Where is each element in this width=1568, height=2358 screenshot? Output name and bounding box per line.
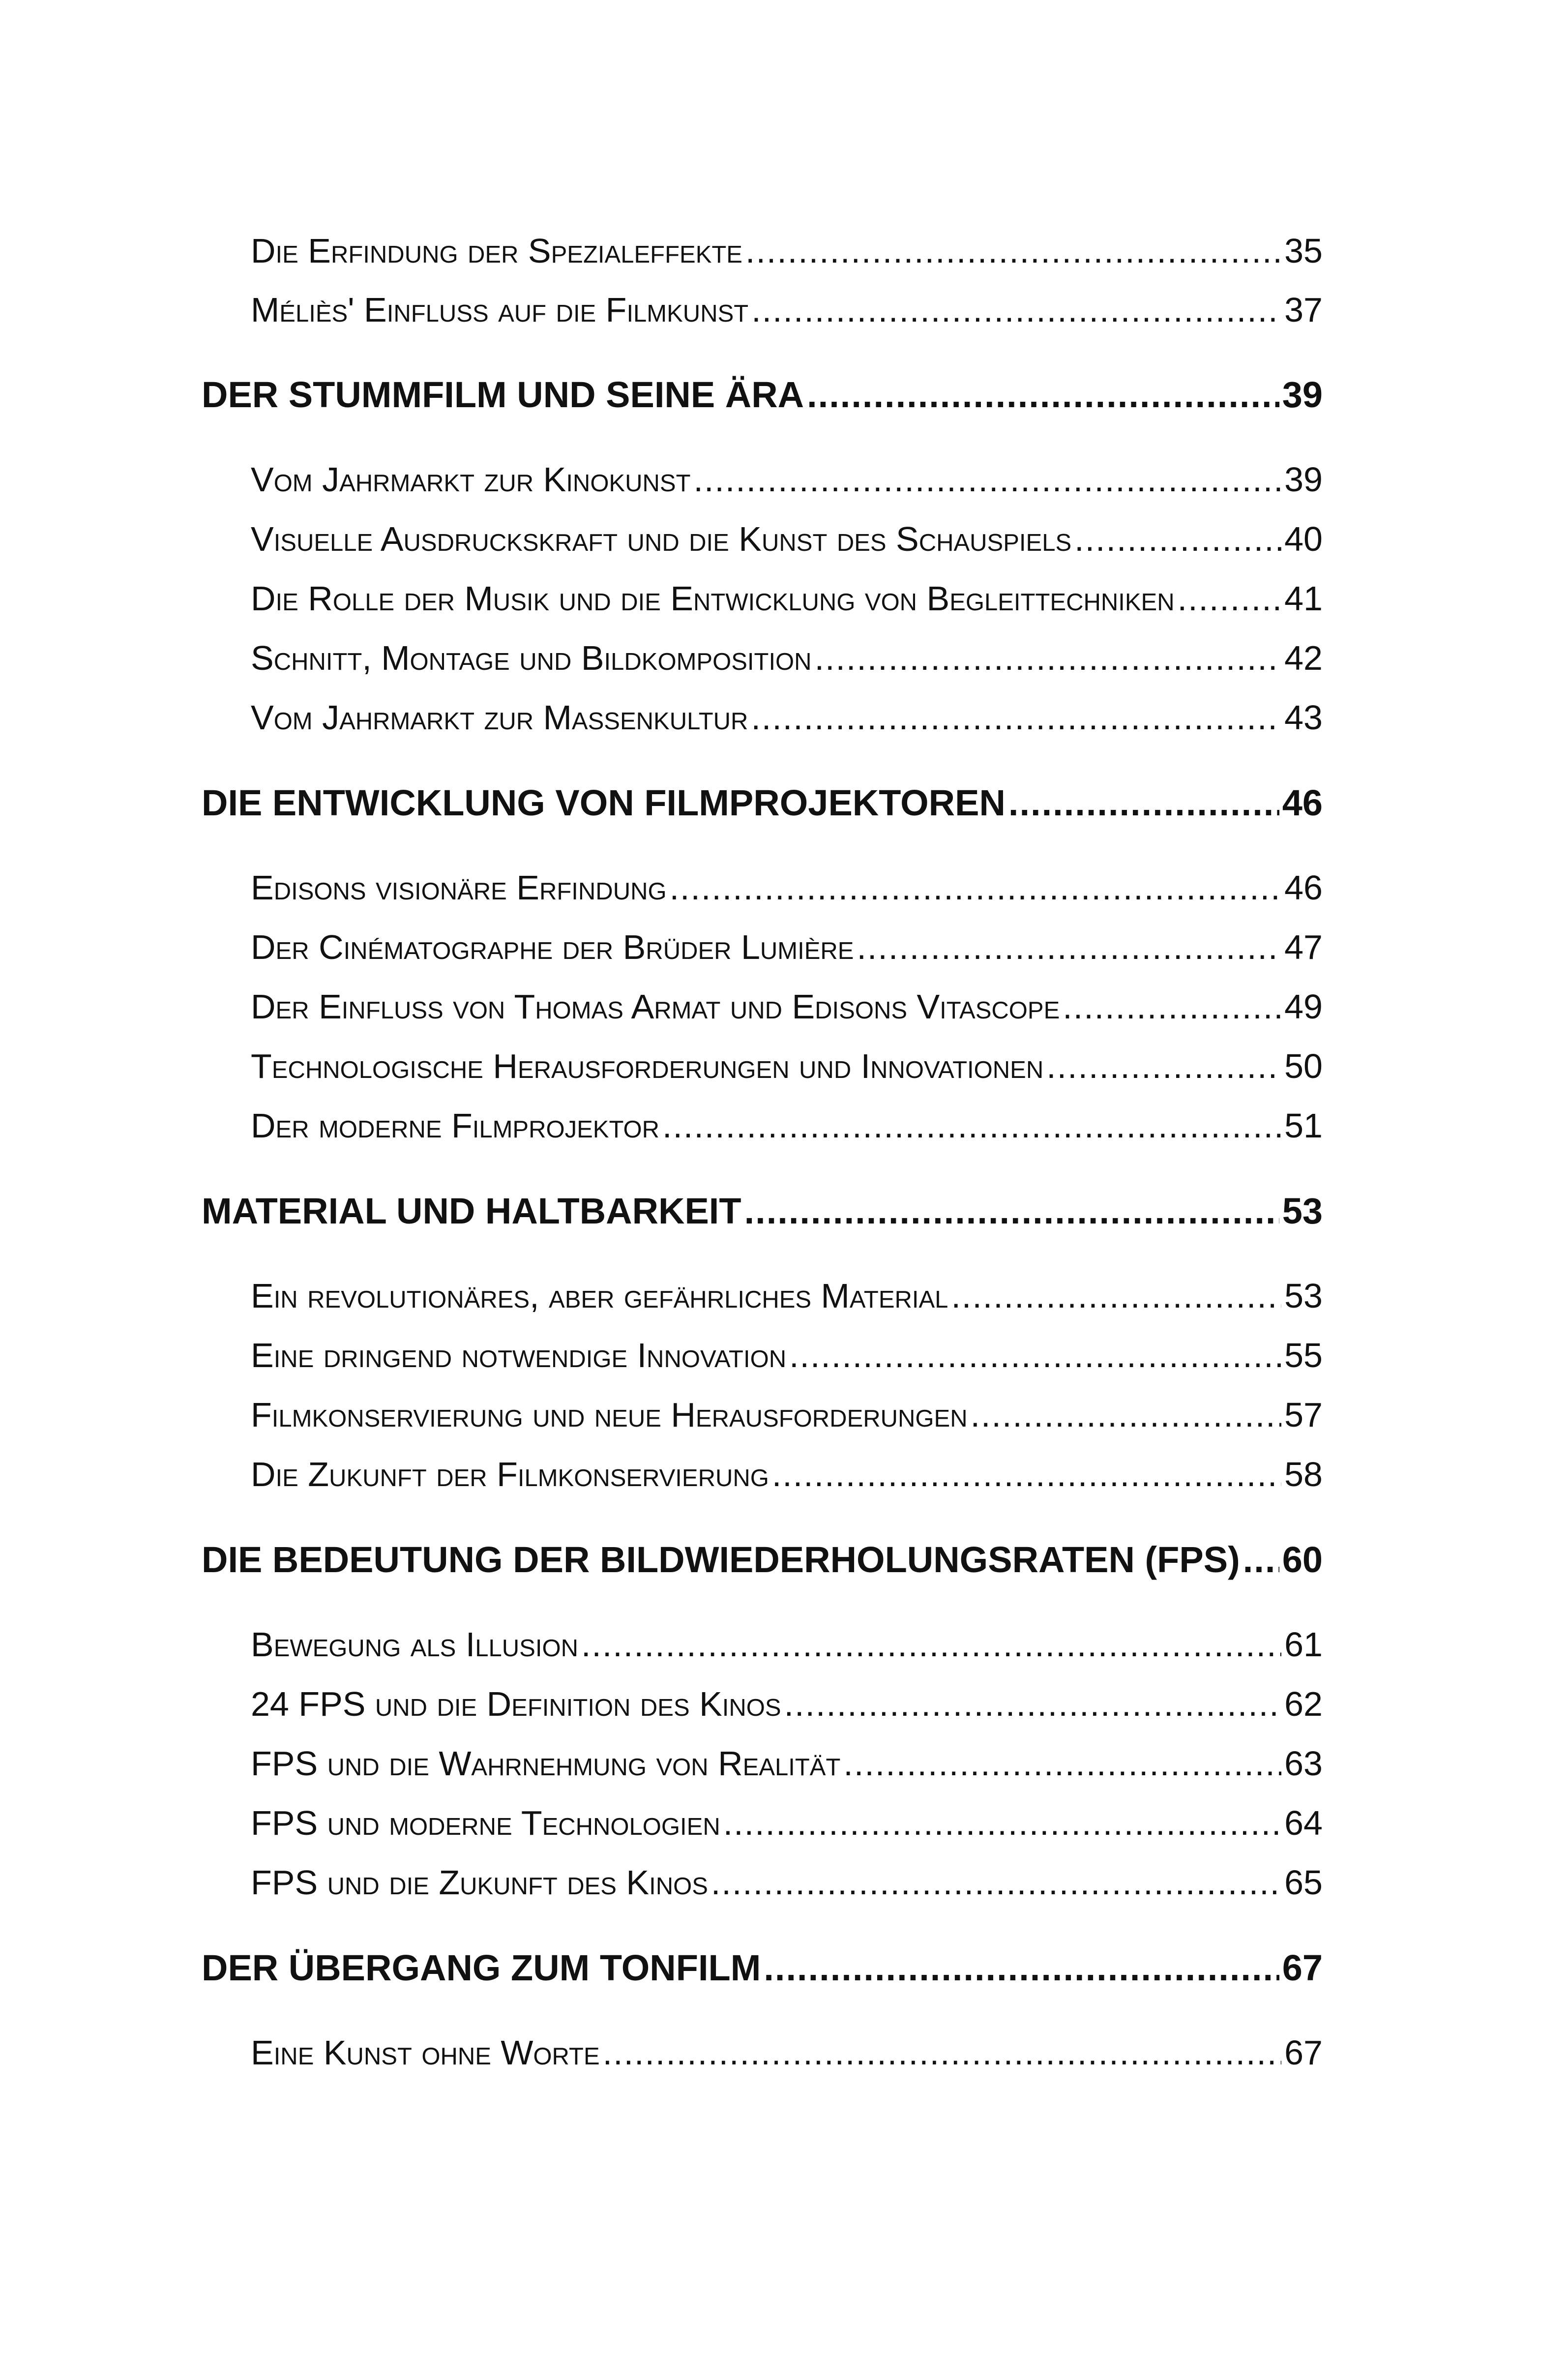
toc-chapter-page: 39 bbox=[1282, 374, 1323, 415]
toc-entry-page: 40 bbox=[1284, 520, 1323, 558]
toc-chapter-stummfilm bbox=[202, 374, 1323, 423]
toc-entry-vom-jahrmarkt-zur-kinokunst bbox=[251, 460, 1323, 509]
dot-leader bbox=[694, 460, 1282, 499]
toc-entry-page: 50 bbox=[1284, 1047, 1323, 1085]
toc-chapter-page: 67 bbox=[1282, 1947, 1323, 1988]
toc-entry-moderner-filmprojektor bbox=[251, 1106, 1323, 1155]
dot-leader bbox=[751, 290, 1281, 329]
dot-leader bbox=[1008, 782, 1279, 824]
toc-entry-title: Ein revolutionäres, aber gefährliches Material bbox=[251, 1277, 948, 1315]
toc-entry-fps-wahrnehmung bbox=[251, 1744, 1323, 1793]
toc-entry-page: 39 bbox=[1284, 460, 1323, 499]
dot-leader bbox=[581, 1625, 1281, 1664]
toc-chapter-title: DER STUMMFILM UND SEINE ÄRA bbox=[202, 374, 804, 415]
toc-entry-page: 53 bbox=[1284, 1277, 1323, 1315]
toc-entry-technologische-herausforderungen bbox=[251, 1046, 1323, 1096]
dot-leader bbox=[951, 1276, 1281, 1315]
toc-entry-cinematographe bbox=[251, 927, 1323, 977]
toc-chapter-material-haltbarkeit bbox=[202, 1190, 1323, 1239]
toc-entry-page: 49 bbox=[1284, 987, 1323, 1026]
toc-entry-page: 47 bbox=[1284, 928, 1323, 966]
dot-leader bbox=[971, 1395, 1282, 1434]
toc-entry-fps-moderne-technologien bbox=[251, 1803, 1323, 1852]
toc-entry-fps-zukunft-kinos bbox=[251, 1863, 1323, 1912]
toc-entry-page: 42 bbox=[1284, 639, 1323, 677]
toc-entry-24-fps bbox=[251, 1684, 1323, 1733]
toc-entry-vom-jahrmarkt-zur-massenkultur bbox=[251, 698, 1323, 747]
toc-entry-title: Bewegung als Illusion bbox=[251, 1625, 578, 1664]
toc-entry-title: FPS und die Zukunft des Kinos bbox=[251, 1863, 708, 1902]
dot-leader bbox=[662, 1106, 1281, 1145]
dot-leader bbox=[784, 1684, 1282, 1724]
toc-chapter-filmprojektoren bbox=[202, 782, 1323, 831]
toc-entry-title: Edisons visionäre Erfindung bbox=[251, 868, 667, 907]
toc-entry-title: Die Erfindung der Spezialeffekte bbox=[251, 232, 742, 270]
dot-leader bbox=[670, 868, 1282, 907]
toc-entry-title: Der Einfluss von Thomas Armat und Edisons Vitascope bbox=[251, 987, 1060, 1026]
dot-leader bbox=[815, 638, 1282, 678]
toc-entry-kunst-ohne-worte bbox=[251, 2033, 1323, 2082]
toc-entry-title: Eine dringend notwendige Innovation bbox=[251, 1336, 787, 1374]
dot-leader bbox=[1046, 1046, 1281, 1086]
toc-chapter-title: MATERIAL UND HALTBARKEIT bbox=[202, 1191, 741, 1231]
dot-leader bbox=[603, 2033, 1281, 2072]
toc-entry-melies-einfluss bbox=[251, 290, 1323, 339]
toc-chapter-title: DIE BEDEUTUNG DER BILDWIEDERHOLUNGSRATEN (FPS) bbox=[202, 1539, 1240, 1580]
dot-leader bbox=[1178, 579, 1282, 618]
dot-leader bbox=[807, 374, 1279, 416]
toc-entry-rolle-der-musik bbox=[251, 579, 1323, 628]
toc-entry-page: 41 bbox=[1284, 579, 1323, 618]
toc-entry-page: 43 bbox=[1284, 698, 1323, 737]
toc-entry-page: 35 bbox=[1284, 232, 1323, 270]
toc-entry-page: 65 bbox=[1284, 1863, 1323, 1902]
toc-entry-notwendige-innovation bbox=[251, 1336, 1323, 1385]
toc-chapter-page: 60 bbox=[1282, 1539, 1323, 1580]
toc-entry-schnitt-montage bbox=[251, 638, 1323, 687]
toc-entry-title: Technologische Herausforderungen und Innovationen bbox=[251, 1047, 1044, 1085]
toc-chapter-title: DIE ENTWICKLUNG VON FILMPROJEKTOREN bbox=[202, 782, 1006, 823]
toc-entry-title: Die Zukunft der Filmkonservierung bbox=[251, 1455, 769, 1493]
toc-entry-page: 64 bbox=[1284, 1804, 1323, 1842]
toc-entry-page: 46 bbox=[1284, 868, 1323, 907]
toc-entry-title: 24 FPS und die Definition des Kinos bbox=[251, 1685, 781, 1723]
toc-chapter-page: 53 bbox=[1282, 1191, 1323, 1231]
dot-leader bbox=[745, 231, 1281, 270]
dot-leader bbox=[711, 1863, 1281, 1902]
dot-leader bbox=[857, 927, 1281, 967]
toc-entry-page: 58 bbox=[1284, 1455, 1323, 1493]
dot-leader bbox=[764, 1947, 1279, 1989]
dot-leader bbox=[723, 1803, 1281, 1843]
dot-leader bbox=[772, 1455, 1281, 1494]
dot-leader bbox=[751, 698, 1281, 737]
toc-chapter-title: DER ÜBERGANG ZUM TONFILM bbox=[202, 1947, 761, 1988]
toc-entry-title: Vom Jahrmarkt zur Kinokunst bbox=[251, 460, 691, 499]
toc-entry-title: Filmkonservierung und neue Herausforderungen bbox=[251, 1396, 968, 1434]
toc-entry-title: Die Rolle der Musik und die Entwicklung von Begleittechniken bbox=[251, 579, 1175, 618]
toc-entry-title: Schnitt, Montage und Bildkomposition bbox=[251, 639, 812, 677]
toc-chapter-page: 46 bbox=[1282, 782, 1323, 823]
toc-entry-title: Méliès' Einfluss auf die Filmkunst bbox=[251, 291, 749, 329]
toc-entry-page: 55 bbox=[1284, 1336, 1323, 1374]
toc-entry-title: Der Cinématographe der Brüder Lumière bbox=[251, 928, 854, 966]
toc-entry-filmkonservierung bbox=[251, 1395, 1323, 1444]
dot-leader bbox=[744, 1190, 1279, 1232]
toc-entry-page: 51 bbox=[1284, 1106, 1323, 1145]
dot-leader bbox=[1074, 519, 1281, 559]
toc-entry-zukunft-filmkonservierung bbox=[251, 1455, 1323, 1504]
toc-chapter-bildwiederholungsraten bbox=[202, 1539, 1323, 1588]
toc-entry-page: 61 bbox=[1284, 1625, 1323, 1664]
toc-entry-visuelle-ausdruckskraft bbox=[251, 519, 1323, 568]
toc-entry-die-erfindung-der-spezialeffekte bbox=[251, 231, 1323, 280]
dot-leader bbox=[789, 1336, 1281, 1375]
toc-entry-title: FPS und moderne Technologien bbox=[251, 1804, 720, 1842]
toc-entry-page: 62 bbox=[1284, 1685, 1323, 1723]
toc-entry-title: Der moderne Filmprojektor bbox=[251, 1106, 660, 1145]
toc-entry-edisons-erfindung bbox=[251, 868, 1323, 917]
toc-entry-title: Vom Jahrmarkt zur Massenkultur bbox=[251, 698, 748, 737]
toc-entry-title: FPS und die Wahrnehmung von Realität bbox=[251, 1744, 841, 1783]
dot-leader bbox=[1243, 1539, 1279, 1581]
toc-entry-thomas-armat-vitascope bbox=[251, 987, 1323, 1036]
toc-entry-page: 63 bbox=[1284, 1744, 1323, 1783]
toc-entry-bewegung-als-illusion bbox=[251, 1625, 1323, 1674]
dot-leader bbox=[1063, 987, 1281, 1026]
toc-entry-page: 37 bbox=[1284, 291, 1323, 329]
toc-entry-page: 67 bbox=[1284, 2033, 1323, 2072]
toc-entry-title: Visuelle Ausdruckskraft und die Kunst des Schauspiels bbox=[251, 520, 1072, 558]
toc-entry-title: Eine Kunst ohne Worte bbox=[251, 2033, 600, 2072]
toc-entry-revolutionaeres-material bbox=[251, 1276, 1323, 1325]
toc-entry-page: 57 bbox=[1284, 1396, 1323, 1434]
toc-chapter-tonfilm bbox=[202, 1947, 1323, 1996]
dot-leader bbox=[843, 1744, 1281, 1783]
